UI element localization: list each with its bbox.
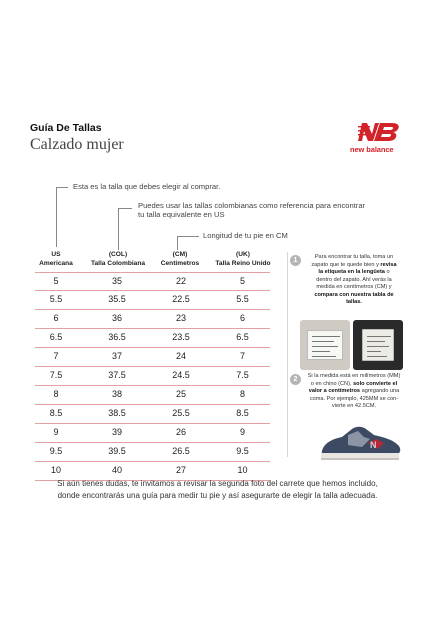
table-cell: 39.5	[108, 446, 126, 456]
table-row	[35, 272, 270, 291]
table-cell: 7	[239, 351, 245, 361]
annotation-connector-cm	[177, 236, 199, 250]
table-row	[35, 291, 270, 310]
table-cell: 23	[175, 313, 186, 323]
page-subtitle: Calzado mujer	[30, 136, 124, 153]
table-cell: 38	[111, 389, 122, 399]
svg-text:N: N	[370, 440, 377, 450]
table-cell: 6.5	[49, 332, 63, 342]
table-row	[35, 348, 270, 367]
table-row	[35, 443, 270, 462]
table-cell: 8	[239, 389, 245, 399]
side-text-line: tallas.	[346, 299, 362, 306]
table-cell: 7.5	[236, 370, 249, 380]
annotation-col-line1: Puedes usar las tallas colombianas como referencia para encontrar	[138, 201, 366, 210]
column-header-uk: (UK) Talla Reino Unido	[215, 251, 271, 267]
table-cell: 5	[239, 276, 245, 286]
column-header-cm: (CM) Centímetros	[160, 251, 200, 267]
table-cell: 7	[53, 351, 59, 361]
table-cell: 7.5	[49, 370, 63, 380]
footer-line1: Si aún tienes dudas, te invitamos a revisar la segunda foto del carrete que hemos incluido,	[57, 479, 378, 488]
side-text-line: compara con nuestra tabla de	[314, 291, 394, 298]
table-cell: 35.5	[108, 294, 126, 304]
table-cell: 22.5	[172, 294, 190, 304]
table-cell: 6.5	[236, 332, 249, 342]
table-cell: 24.5	[172, 370, 190, 380]
table-cell: 8	[53, 389, 59, 399]
table-cell: 35	[111, 276, 122, 286]
annotation-connector-col	[118, 208, 132, 250]
nb-logo-icon	[358, 120, 402, 144]
side-text-line: Para encontrar tu talla, toma un	[314, 254, 394, 260]
table-cell: 6	[239, 313, 245, 323]
page-title: Guía De Tallas	[30, 122, 102, 134]
table-cell: 5.5	[49, 294, 63, 304]
table-row	[35, 424, 270, 443]
table-cell: 23.5	[172, 332, 190, 342]
annotation-us: Esta es la talla que debes elegir al comprar.	[73, 182, 221, 191]
table-cell: 27	[175, 465, 186, 475]
side-text-line: coma. Por ejemplo, 425MM se con-	[309, 395, 399, 402]
side-text-line: la etiqueta en la lengüeta o	[318, 269, 390, 276]
table-row	[35, 329, 270, 348]
side-text-line: valor a centímetros agregando una	[308, 388, 400, 395]
step-1-badge: 1	[290, 255, 301, 266]
table-cell: 37.5	[108, 370, 126, 380]
side-text-line: zapato que te quede bien y revisa	[311, 261, 397, 268]
table-cell: 5.5	[236, 294, 249, 304]
table-cell: 38.5	[108, 408, 126, 418]
table-cell: 6	[53, 313, 59, 323]
column-header-col: (COL) Talla Colombiana	[90, 251, 146, 267]
annotation-connector-us	[56, 187, 68, 247]
tongue-label-photo-1	[300, 320, 350, 370]
table-cell: 36	[111, 313, 122, 323]
table-cell: 39	[111, 427, 122, 437]
side-text-line: dentro del zapato. Ahí verás la	[316, 276, 392, 283]
side-text-line: medida en centímetros (CM) y	[316, 284, 392, 291]
footer-note	[45, 478, 390, 501]
size-table	[35, 272, 270, 481]
sneaker-image	[318, 417, 402, 463]
column-header-us: US Americana	[39, 251, 73, 267]
tongue-label-photo-2	[353, 320, 403, 370]
table-cell: 22	[175, 276, 186, 286]
table-cell: 8.5	[49, 408, 63, 418]
side-text-line: o en chino (CN), solo convierte el	[310, 380, 398, 387]
table-cell: 5	[53, 276, 59, 286]
table-cell: 10	[50, 465, 61, 475]
side-text-line: vierte en 42.5CM.	[331, 403, 377, 410]
table-cell: 26	[175, 427, 186, 437]
table-cell: 10	[237, 465, 248, 475]
table-cell: 25.5	[172, 408, 190, 418]
table-cell: 8.5	[236, 408, 249, 418]
table-cell: 36.5	[108, 332, 126, 342]
step-2-text	[300, 373, 408, 411]
table-cell: 24	[175, 351, 186, 361]
table-row	[35, 367, 270, 386]
annotation-col-line2: tu talla equivalente en US	[138, 210, 225, 220]
vertical-divider	[287, 252, 288, 457]
table-row	[35, 405, 270, 424]
brand-name: new balance	[350, 145, 394, 154]
step-2-badge: 2	[290, 374, 301, 385]
table-cell: 40	[111, 465, 122, 475]
annotation-cm: Longitud de tu pie en CM	[203, 231, 288, 240]
brand-logo	[350, 120, 406, 158]
table-cell: 9	[239, 427, 245, 437]
footer-line2: donde encontrarás una guía para medir tu pie y así asegurarte de elegir la talla adecuada.	[57, 490, 378, 500]
table-row	[35, 310, 270, 329]
table-cell: 26.5	[172, 446, 190, 456]
side-text-line: Si la medida está en milímetros (MM)	[307, 373, 401, 379]
table-cell: 9.5	[236, 446, 249, 456]
table-row	[35, 386, 270, 405]
annotation-col	[138, 201, 365, 220]
table-cell: 9.5	[49, 446, 63, 456]
step-1-text	[300, 254, 408, 307]
table-cell: 9	[53, 427, 59, 437]
table-cell: 37	[111, 351, 122, 361]
table-cell: 25	[175, 389, 186, 399]
